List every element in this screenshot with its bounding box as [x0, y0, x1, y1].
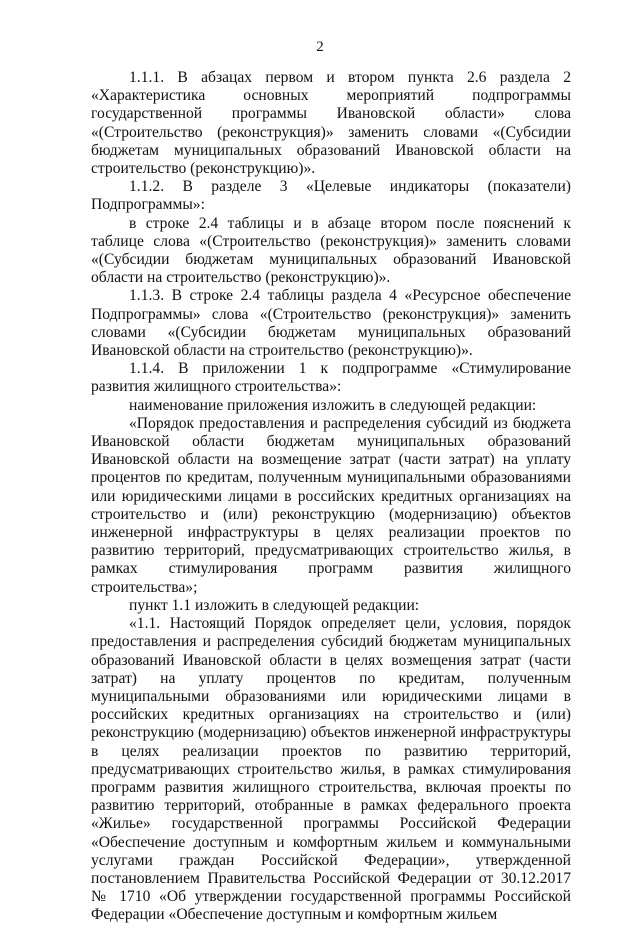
paragraph-annex-title-intro: наименование приложения изложить в следующей редакции:	[129, 396, 537, 414]
paragraph-1-1-3: 1.1.3. В строке 2.4 таблицы раздела 4 «Ресурсное обеспечение Подпрограммы» слова «(Строительство (реконструкция)» заменить словами «(Субсидии бюджетам муниципальных образований Ивановской области на строительство (реконструкцию)».	[91, 287, 571, 360]
document-body	[91, 69, 571, 925]
page-number: 2	[316, 39, 324, 55]
paragraph-annex-title: «Порядок предоставления и распределения субсидий из бюджета Ивановской области бюджетам муниципальных образований Ивановской области на возмещение затрат (части затрат) на уплату процентов по кредитам, полученным муниципальными образованиями или юридическими лицами в российских кредитных организациях на строительство и (или) реконструкцию (модернизацию) объектов инженерной инфраструктуры в целях реализации проектов по развитию территорий, предусматривающих строительство жилья, в рамках стимулирования программ развития жилищного строительства»;	[91, 414, 571, 596]
paragraph-clause-intro: пункт 1.1 изложить в следующей редакции:	[129, 596, 420, 614]
paragraph-1-1-1: 1.1.1. В абзацах первом и втором пункта 2.6 раздела 2 «Характеристика основных мероприятий подпрограммы государственной программы Ивановской области» слова «(Строительство (реконструкция)» заменить словами «(Субсидии бюджетам муниципальных образований Ивановской области на строительство (реконструкцию)».	[91, 69, 571, 178]
paragraph-1-1-2: 1.1.2. В разделе 3 «Целевые индикаторы (показатели) Подпрограммы»:	[91, 178, 571, 214]
paragraph-1-1-4: 1.1.4. В приложении 1 к подпрограмме «Стимулирование развития жилищного строительства»:	[91, 360, 571, 396]
paragraph-row-2-4: в строке 2.4 таблицы и в абзаце втором после пояснений к таблице слова «(Строительство (реконструкция)» заменить словами «(Субсидии бюджетам муниципальных образований Ивановской области на строительство (реконструкцию)».	[91, 214, 571, 287]
paragraph-clause-1-1: «1.1. Настоящий Порядок определяет цели, условия, порядок предоставления и распределения субсидий бюджетам муниципальных образований Ивановской области в целях возмещения затрат (части затрат) на уплату процентов по кредитам, полученным муниципальными образованиями или юридическими лицами в российских кредитных организациях на строительство и (или) реконструкцию (модернизацию) объектов инженерной инфраструктуры в целях реализации проектов по развитию территорий, предусматривающих строительство жилья, в рамках стимулирования программ развития жилищного строительства, включая проекты по развитию территорий, отобранные в рамках федерального проекта «Жилье» государственной программы Российской Федерации «Обеспечение доступным и комфортным жильем и коммунальными услугами граждан Российской Федерации», утвержденной постановлением Правительства Российской Федерации от 30.12.2017 № 1710 «Об утверждении государственной программы Российской Федерации «Обеспечение доступным и комфортным жильем	[91, 615, 571, 924]
